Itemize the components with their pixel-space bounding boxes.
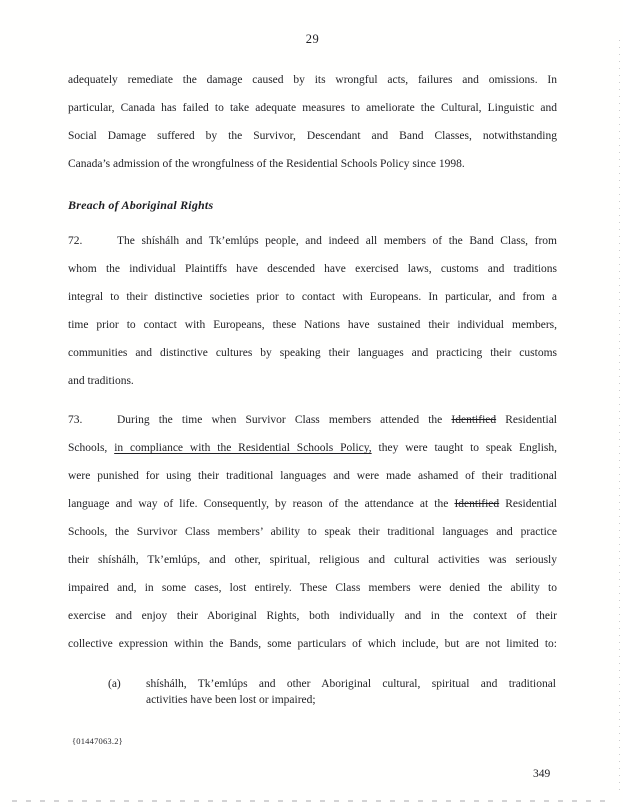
text-line — [68, 283, 557, 311]
text-line — [68, 94, 557, 122]
text-segment: integral to their distinctive societies prior to contact with Europeans. In particular, and from a — [68, 291, 557, 303]
text-segment: Canada’s admission of the wrongfulness of the Residential Schools Policy since 1998. — [68, 158, 465, 170]
text-segment: language and way of life. Consequently, by reason of the attendance at the — [68, 498, 455, 510]
text-line — [68, 630, 557, 658]
text-segment: particular, Canada has failed to take adequate measures to ameliorate the Cultural, Linguistic and — [68, 102, 557, 114]
scan-artifact-bottom-edge — [12, 800, 611, 802]
list-label: (a) — [108, 678, 121, 690]
text-line — [68, 574, 557, 602]
paragraph-72 — [68, 227, 557, 395]
text-line — [68, 255, 557, 283]
text-line — [108, 693, 556, 709]
text-segment: and traditions. — [68, 375, 134, 387]
text-line — [68, 546, 557, 574]
text-segment: During the time when Survivor Class members attended the — [117, 414, 452, 426]
text-line — [108, 677, 556, 693]
text-segment: communities and distinctive cultures by speaking their languages and practicing their customs — [68, 347, 557, 359]
struck-text: Identified — [454, 498, 500, 510]
underlined-text: in compliance with the Residential Schools Policy, — [114, 442, 372, 454]
struck-text: Identified — [451, 414, 497, 426]
text-segment: Social Damage suffered by the Survivor, Descendant and Band Classes, notwithstanding — [68, 130, 557, 142]
paragraph-continuation — [68, 66, 557, 178]
paragraph-73 — [68, 406, 557, 658]
scan-artifact-right-edge — [619, 40, 620, 792]
text-line — [68, 150, 557, 178]
text-line — [68, 66, 557, 94]
text-segment: Residential — [499, 498, 558, 510]
text-segment: impaired and, in some cases, lost entirely. These Class members were denied the ability to — [68, 582, 557, 594]
text-line — [68, 406, 557, 434]
text-line — [68, 122, 557, 150]
text-segment: Schools, — [68, 442, 115, 454]
text-segment: Schools, the Survivor Class members’ ability to speak their traditional languages and practice — [68, 526, 557, 538]
text-line — [68, 227, 557, 255]
document-control-number: {01447063.2} — [72, 736, 123, 746]
list-item-a — [108, 677, 556, 708]
text-line — [68, 311, 557, 339]
text-segment: shíshálh, Tk’emlúps and other Aboriginal cultural, spiritual and traditional — [146, 678, 556, 690]
paragraph-number: 72. — [68, 235, 83, 247]
text-segment: time prior to contact with Europeans, these Nations have sustained their individual members, — [68, 319, 557, 331]
text-segment: collective expression within the Bands, some particulars of which include, but are not limited to: — [68, 638, 557, 650]
text-segment: were punished for using their traditional languages and were made ashamed of their traditional — [68, 470, 557, 482]
text-segment: activities have been lost or impaired; — [146, 693, 316, 706]
text-segment: their shíshálh, Tk’emlúps, and other, spiritual, religious and cultural activities was seriously — [68, 554, 557, 566]
page-number-bottom: 349 — [533, 768, 551, 780]
text-line — [68, 462, 557, 490]
page-number-top: 29 — [305, 32, 320, 46]
text-segment: exercise and enjoy their Aboriginal Rights, both individually and in the context of their — [68, 610, 557, 622]
paragraph-number: 73. — [68, 414, 83, 426]
section-heading: Breach of Aboriginal Rights — [68, 198, 214, 212]
text-line — [68, 602, 557, 630]
text-segment: adequately remediate the damage caused by its wrongful acts, failures and omissions. In — [68, 74, 557, 86]
text-segment: The shíshálh and Tk’emlúps people, and indeed all members of the Band Class, from — [117, 235, 557, 247]
text-line — [68, 490, 557, 518]
text-segment: they were taught to speak English, — [371, 442, 558, 454]
text-segment: Residential — [496, 414, 557, 426]
text-line — [68, 367, 557, 395]
text-line — [68, 339, 557, 367]
text-line — [68, 434, 557, 462]
text-line — [68, 518, 557, 546]
text-segment: whom the individual Plaintiffs have descended have exercised laws, customs and traditions — [68, 263, 557, 275]
